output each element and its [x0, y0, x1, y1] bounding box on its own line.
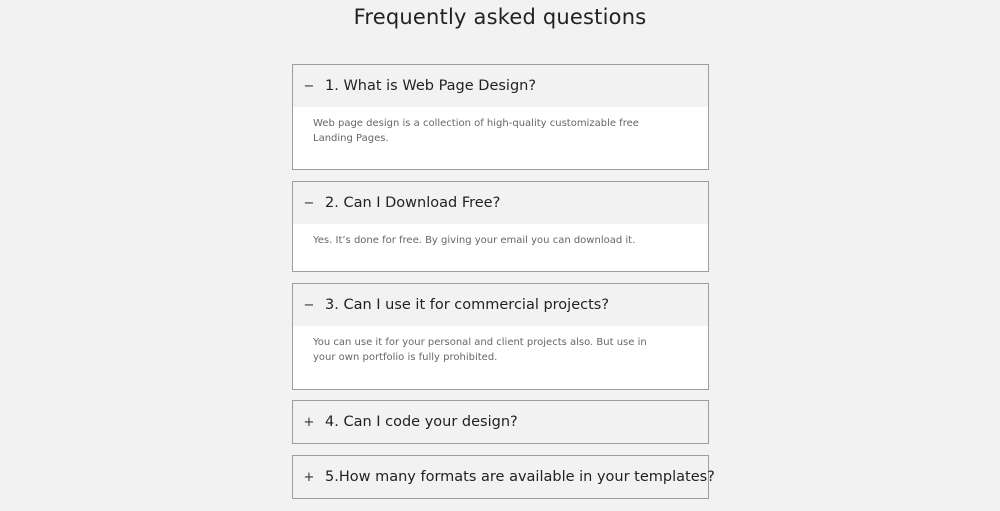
faq-question-5-header[interactable] [293, 456, 715, 498]
collapse-minus-icon[interactable]: − [303, 297, 315, 313]
faq-question-4[interactable]: 4. Can I code your design? [325, 414, 518, 430]
faq-answer-2: Yes. It’s done for free. By giving your email you can download it. [293, 224, 708, 271]
faq-question-4-header[interactable] [293, 401, 708, 443]
faq-question-3-header[interactable] [293, 284, 708, 326]
faq-item-2 [292, 181, 709, 272]
faq-item-1 [292, 64, 709, 170]
page-title: Frequently asked questions [353, 5, 647, 29]
collapse-minus-icon[interactable]: − [303, 195, 315, 211]
faq-item-3 [292, 283, 709, 390]
faq-item-5 [292, 455, 715, 499]
expand-plus-icon[interactable]: + [303, 469, 315, 485]
faq-question-3[interactable]: 3. Can I use it for commercial projects? [325, 297, 610, 313]
faq-answer-3: You can use it for your personal and client projects also. But use in your own portfolio is fully prohibited. [293, 326, 708, 389]
faq-question-5[interactable]: 5.How many formats are available in your templates? [325, 469, 715, 485]
faq-question-2-header[interactable] [293, 182, 708, 224]
faq-item-4 [292, 400, 709, 444]
collapse-minus-icon[interactable]: − [303, 78, 315, 94]
faq-question-1[interactable]: 1. What is Web Page Design? [325, 78, 537, 94]
expand-plus-icon[interactable]: + [303, 414, 315, 430]
faq-question-2[interactable]: 2. Can I Download Free? [325, 195, 501, 211]
faq-answer-1: Web page design is a collection of high-quality customizable free Landing Pages. [293, 107, 708, 169]
faq-question-1-header[interactable] [293, 65, 708, 107]
